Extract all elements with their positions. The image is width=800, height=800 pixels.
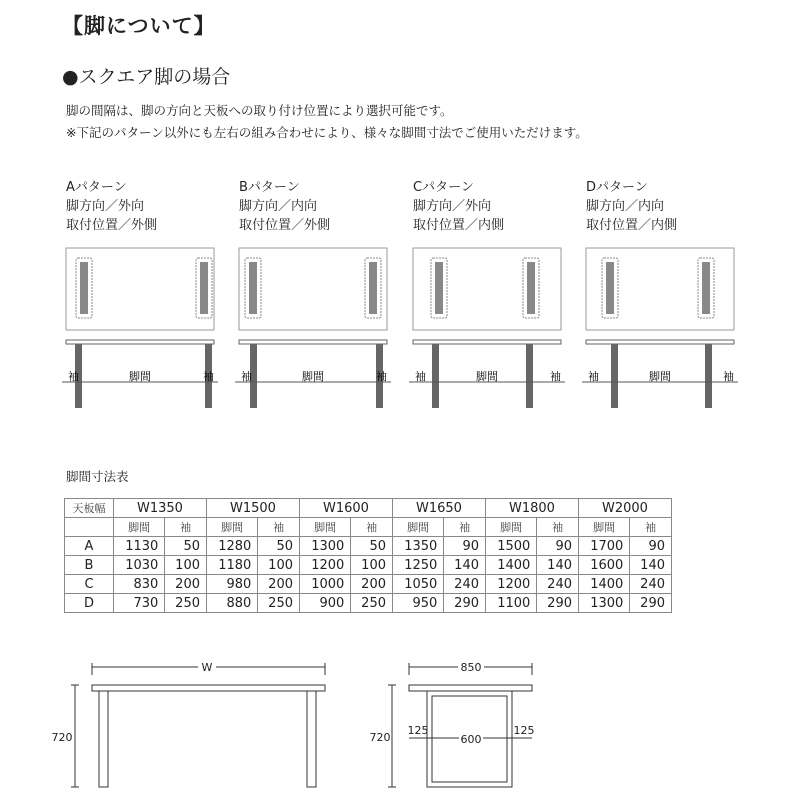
table-cell: 240 [444, 575, 486, 594]
kyakukan-header: 脚間 [300, 518, 351, 537]
table-cell: 1280 [207, 537, 258, 556]
pattern-diagram [235, 248, 391, 408]
table-cell: 980 [207, 575, 258, 594]
sode-label: 袖 [588, 370, 599, 383]
table-cell: 240 [630, 575, 672, 594]
leg-right [307, 691, 316, 787]
description-line: ※下記のパターン以外にも左右の組み合わせにより、様々な脚間寸法でご使用いただけます。 [66, 125, 588, 140]
table-cell: 50 [258, 537, 300, 556]
table-cell: 200 [165, 575, 207, 594]
width-header: W2000 [579, 499, 672, 518]
tabletop-side [409, 685, 532, 691]
width-header: W1800 [486, 499, 579, 518]
leg-left [99, 691, 108, 787]
tabletop-front [92, 685, 325, 691]
pattern-position: 取付位置／外側 [66, 218, 158, 233]
sode-header: 袖 [258, 518, 300, 537]
row-label: B [65, 556, 114, 575]
table-cell: 100 [351, 556, 393, 575]
table-cell: 240 [537, 575, 579, 594]
table-cell: 1400 [486, 556, 537, 575]
table-cell: 1250 [393, 556, 444, 575]
kyakukan-label: 脚間 [129, 370, 151, 383]
table-cell: 90 [630, 537, 672, 556]
sode-header: 袖 [630, 518, 672, 537]
table-cell: 290 [444, 594, 486, 613]
table-cell: 50 [351, 537, 393, 556]
width-label: W [201, 661, 213, 674]
sode-label: 袖 [550, 370, 561, 383]
table-cell: 250 [351, 594, 393, 613]
kyakukan-header: 脚間 [114, 518, 165, 537]
sode-header: 袖 [165, 518, 207, 537]
width-header: W1600 [300, 499, 393, 518]
pattern-name: Cパターン [413, 180, 474, 195]
table-row [65, 575, 672, 594]
pattern-name: Dパターン [586, 180, 648, 195]
table-cell: 1300 [579, 594, 630, 613]
side-left-label: 125 [407, 724, 429, 737]
table-cell: 90 [444, 537, 486, 556]
pattern-diagram [582, 248, 738, 408]
table-row [65, 594, 672, 613]
pattern-name: Bパターン [239, 180, 300, 195]
table-cell: 200 [258, 575, 300, 594]
sode-label: 袖 [241, 370, 252, 383]
table-cell: 290 [630, 594, 672, 613]
pattern-name: Aパターン [66, 180, 127, 195]
table-subheader [65, 518, 672, 537]
kyakukan-label: 脚間 [649, 370, 671, 383]
table-cell: 1130 [114, 537, 165, 556]
table-cell: 290 [537, 594, 579, 613]
table-cell: 1500 [486, 537, 537, 556]
row-label: D [65, 594, 114, 613]
pattern-direction: 脚方向／外向 [66, 199, 145, 214]
leg-spacing-table [64, 498, 672, 613]
description-line: 脚の間隔は、脚の方向と天板への取り付け位置により選択可能です。 [66, 103, 453, 118]
corner-cell: 天板幅 [65, 499, 114, 518]
width-header: W1350 [114, 499, 207, 518]
width-header: W1500 [207, 499, 300, 518]
table-cell: 1400 [579, 575, 630, 594]
pattern-diagram [62, 248, 218, 408]
row-label: C [65, 575, 114, 594]
sode-header: 袖 [537, 518, 579, 537]
pattern-direction: 脚方向／内向 [586, 199, 665, 214]
table-row [65, 556, 672, 575]
inner-label: 600 [460, 733, 482, 746]
kyakukan-header: 脚間 [207, 518, 258, 537]
table-cell: 900 [300, 594, 351, 613]
sode-label: 袖 [723, 370, 734, 383]
sode-label: 袖 [203, 370, 214, 383]
height-label-side: 720 [369, 731, 391, 744]
table-cell: 90 [537, 537, 579, 556]
kyakukan-header: 脚間 [393, 518, 444, 537]
section-title: ●スクエア脚の場合 [62, 66, 231, 88]
table-cell: 140 [537, 556, 579, 575]
table-row [65, 537, 672, 556]
table-cell: 730 [114, 594, 165, 613]
pattern-diagram [409, 248, 565, 408]
table-cell: 950 [393, 594, 444, 613]
sode-label: 袖 [68, 370, 79, 383]
table-cell: 1000 [300, 575, 351, 594]
table-cell: 1100 [486, 594, 537, 613]
table-cell: 1050 [393, 575, 444, 594]
table-cell: 100 [165, 556, 207, 575]
sode-label: 袖 [415, 370, 426, 383]
kyakukan-label: 脚間 [302, 370, 324, 383]
table-cell: 880 [207, 594, 258, 613]
page-title: 【脚について】 [62, 14, 216, 38]
table-cell: 1300 [300, 537, 351, 556]
pattern-position: 取付位置／内側 [413, 218, 505, 233]
table-header [65, 499, 672, 518]
height-label: 720 [51, 731, 73, 744]
side-right-label: 125 [513, 724, 535, 737]
table-cell: 1030 [114, 556, 165, 575]
sode-header: 袖 [351, 518, 393, 537]
sode-label: 袖 [376, 370, 387, 383]
table-cell: 1700 [579, 537, 630, 556]
sode-header: 袖 [444, 518, 486, 537]
table-cell: 50 [165, 537, 207, 556]
row-label: A [65, 537, 114, 556]
kyakukan-header: 脚間 [486, 518, 537, 537]
table-cell: 1200 [300, 556, 351, 575]
pattern-direction: 脚方向／外向 [413, 199, 492, 214]
kyakukan-label: 脚間 [476, 370, 498, 383]
table-cell: 140 [630, 556, 672, 575]
table-cell: 1350 [393, 537, 444, 556]
table-cell: 100 [258, 556, 300, 575]
table-cell: 1600 [579, 556, 630, 575]
table-cell: 200 [351, 575, 393, 594]
dimension-drawings [0, 640, 800, 800]
table-cell: 250 [258, 594, 300, 613]
depth-label: 850 [460, 661, 482, 674]
table-title: 脚間寸法表 [66, 469, 129, 484]
pattern-position: 取付位置／内側 [586, 218, 678, 233]
table-cell: 1200 [486, 575, 537, 594]
kyakukan-header: 脚間 [579, 518, 630, 537]
table-cell: 140 [444, 556, 486, 575]
pattern-position: 取付位置／外側 [239, 218, 331, 233]
table-cell: 250 [165, 594, 207, 613]
table-cell: 1180 [207, 556, 258, 575]
pattern-direction: 脚方向／内向 [239, 199, 318, 214]
width-header: W1650 [393, 499, 486, 518]
table-cell: 830 [114, 575, 165, 594]
